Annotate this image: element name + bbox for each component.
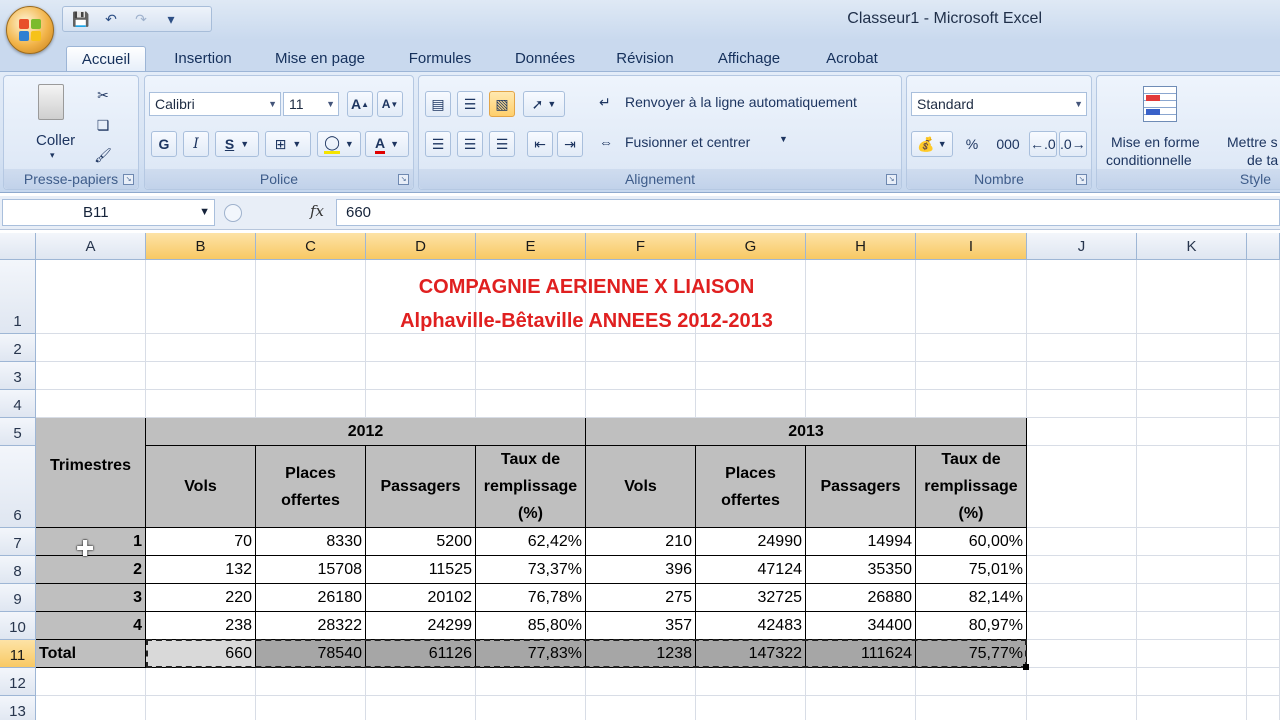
paste-dropdown-icon: ▾ [50,150,55,160]
subheader-line: Vols [184,478,217,495]
cell[interactable] [1137,334,1247,362]
font-color-icon[interactable]: A ▼ [365,131,409,157]
data-cell[interactable]: 35350 [806,556,916,584]
number-launcher-icon[interactable]: ↘ [1076,174,1087,185]
cell[interactable] [1137,446,1247,528]
data-cell[interactable]: 396 [586,556,696,584]
copy-icon[interactable]: ❏ [96,116,110,133]
cell[interactable] [1247,260,1280,334]
align-top-icon[interactable]: ▤ [425,91,451,117]
bold-button[interactable] [151,131,177,157]
bold-label: G [158,136,170,152]
row-header-8[interactable]: 8 [0,556,36,584]
data-cell[interactable]: 82,14% [916,584,1027,612]
cell-cursor-icon: ✚ [76,536,95,561]
underline-label: S [224,136,235,152]
cell[interactable] [586,334,696,362]
data-cell[interactable]: 238 [146,612,256,640]
name-box-value: B11 [83,204,109,221]
trimester-cell[interactable]: 2 [36,556,146,584]
total-cell[interactable]: 61126 [366,640,476,668]
data-cell[interactable]: 24299 [366,612,476,640]
row-header-1[interactable]: 1 [0,260,36,334]
insert-function-button[interactable]: fx [310,202,325,220]
group-font [144,75,414,190]
cell[interactable] [1137,640,1247,668]
clipboard-launcher-icon[interactable]: ↘ [123,174,134,185]
cell[interactable] [1247,334,1280,362]
cell[interactable] [1247,362,1280,390]
italic-label: I [193,136,199,152]
cell[interactable] [696,362,806,390]
cell[interactable] [36,390,146,418]
percent-button[interactable] [959,131,985,157]
redo-icon[interactable]: ↷ [135,10,147,27]
group-alignment [418,75,902,190]
cell[interactable] [916,362,1027,390]
shrink-font-icon[interactable]: A ▼ [377,91,403,117]
conditional-formatting-label-2: conditionnelle [1106,152,1192,168]
cell[interactable] [1247,556,1280,584]
cell[interactable] [586,696,696,720]
row-header-11[interactable]: 11 [0,640,36,668]
trimester-cell[interactable]: 1 [36,528,146,556]
cell[interactable] [916,668,1027,696]
cell[interactable] [36,668,146,696]
cell[interactable] [696,390,806,418]
subheader-line: Taux de [500,451,561,468]
data-cell[interactable]: 20102 [366,584,476,612]
cell[interactable] [476,334,586,362]
align-middle-icon[interactable]: ☰ [457,91,483,117]
cell[interactable] [366,668,476,696]
total-cell[interactable]: 1238 [586,640,696,668]
group-clipboard [3,75,139,190]
data-cell[interactable]: 14994 [806,528,916,556]
percent-label: % [965,136,979,152]
ribbon [0,71,1280,193]
data-cell[interactable]: 275 [586,584,696,612]
data-cell[interactable]: 15708 [256,556,366,584]
cell[interactable] [1137,418,1247,446]
cell[interactable] [146,696,256,720]
font-group-label: Police [145,169,413,189]
sheet-title [146,260,1027,334]
data-cell[interactable]: 24990 [696,528,806,556]
wrap-text-button[interactable] [599,92,895,116]
subheader-line: Taux de [941,451,1001,468]
row-header-6[interactable]: 6 [0,446,36,528]
cell[interactable] [1027,390,1137,418]
data-cell[interactable]: 210 [586,528,696,556]
row-header-13[interactable]: 13 [0,696,36,720]
merge-center-button[interactable] [599,132,799,156]
cell[interactable] [36,334,146,362]
subheader-line: Places [725,464,776,482]
total-cell[interactable]: 75,77% [916,640,1027,668]
data-cell[interactable]: 60,00% [916,528,1027,556]
sheet-title-line-1: COMPAGNIE AERIENNE X LIAISON [418,276,755,298]
subheader-line: offertes [721,491,780,509]
window-title: Classeur1 - Microsoft Excel [847,10,1042,27]
data-cell[interactable]: 26880 [806,584,916,612]
cell[interactable] [696,334,806,362]
cell[interactable] [586,668,696,696]
paste-icon [38,84,64,120]
data-cell[interactable]: 47124 [696,556,806,584]
subheader-line: offertes [281,491,340,509]
total-label[interactable]: Total [36,640,146,668]
data-cell[interactable]: 34400 [806,612,916,640]
subheader-line: Passagers [820,478,901,495]
cell[interactable] [476,390,586,418]
data-cell[interactable]: 220 [146,584,256,612]
data-cell[interactable]: 70 [146,528,256,556]
column-header-h[interactable]: H [806,233,916,260]
cell[interactable] [1027,334,1137,362]
data-cell[interactable]: 11525 [366,556,476,584]
cell[interactable] [806,334,916,362]
ribbon-tabs [0,40,1280,72]
cell[interactable] [146,668,256,696]
column-header-e[interactable]: E [476,233,586,260]
column-subheader [916,446,1027,528]
cell[interactable] [1247,668,1280,696]
formula-input[interactable]: 660 [336,199,1280,226]
data-cell[interactable]: 32725 [696,584,806,612]
trimestres-header: Trimestres [36,418,146,528]
sheet-body [0,260,1280,720]
align-center-icon[interactable]: ☰ [457,131,483,157]
customize-qat-icon[interactable]: ▾ [167,10,175,27]
cell[interactable] [1027,260,1137,334]
column-subheader [586,446,696,528]
data-cell[interactable]: 5200 [366,528,476,556]
data-cell[interactable]: 62,42% [476,528,586,556]
subheader-line: Passagers [380,478,461,495]
cell[interactable] [1027,418,1137,446]
column-subheader [146,446,256,528]
column-subheader [476,446,586,528]
cell[interactable] [1247,418,1280,446]
column-subheader [366,446,476,528]
cell[interactable] [1027,612,1137,640]
data-cell[interactable]: 85,80% [476,612,586,640]
alignment-group-label: Alignement [419,169,901,189]
cell[interactable] [696,668,806,696]
column-subheader [806,446,916,528]
tab-revision[interactable]: Révision [616,50,674,67]
underline-button[interactable]: S ▼ [215,131,259,157]
cell[interactable] [1247,696,1280,720]
cell[interactable] [696,696,806,720]
cell[interactable] [1027,556,1137,584]
tab-donnees[interactable]: Données [514,50,576,67]
cell[interactable] [1027,584,1137,612]
thousands-button[interactable] [991,131,1025,157]
paste-button[interactable] [26,82,78,166]
cell[interactable] [256,362,366,390]
formula-bar-handle-icon[interactable] [224,204,242,222]
wrap-text-label: Renvoyer à la ligne automatiquement [625,94,857,110]
grow-font-icon[interactable]: A ▲ [347,91,373,117]
year-2012-header: 2012 [146,418,586,446]
chevron-down-icon: ▼ [1074,99,1083,109]
row-header-4[interactable]: 4 [0,390,36,418]
fill-handle[interactable] [1023,664,1029,670]
cell[interactable] [366,696,476,720]
column-header-d[interactable]: D [366,233,476,260]
row-header-12[interactable]: 12 [0,668,36,696]
increase-decimal-icon[interactable]: ←.0 [1029,131,1057,157]
tab-insertion[interactable]: Insertion [174,50,232,67]
column-subheader [696,446,806,528]
data-cell[interactable]: 76,78% [476,584,586,612]
increase-indent-icon[interactable]: ⇥ [557,131,583,157]
cell[interactable] [36,260,146,334]
data-cell[interactable]: 132 [146,556,256,584]
cell[interactable] [1027,640,1137,668]
subheader-line: remplissage [924,478,1018,495]
select-all-corner[interactable] [0,233,36,260]
trimester-cell[interactable]: 4 [36,612,146,640]
align-bottom-icon[interactable]: ▧ [489,91,515,117]
name-box[interactable] [2,199,215,226]
row-header-2[interactable]: 2 [0,334,36,362]
format-as-table-button[interactable] [1225,82,1280,168]
column-header-a[interactable]: A [36,233,146,260]
cell[interactable] [256,668,366,696]
cell[interactable] [36,696,146,720]
data-cell[interactable]: 73,37% [476,556,586,584]
cell[interactable] [256,334,366,362]
cell[interactable] [366,334,476,362]
data-cell[interactable]: 80,97% [916,612,1027,640]
number-format-value: Standard [917,96,974,112]
conditional-formatting-label-1: Mise en forme [1111,134,1200,150]
cell[interactable] [366,362,476,390]
sheet-title-line-2: Alphaville-Bêtaville ANNEES 2012-2013 [400,310,773,332]
font-name-combo[interactable] [149,92,281,116]
format-as-table-label-2: de ta [1247,152,1279,168]
cell[interactable] [1247,390,1280,418]
italic-button[interactable] [183,131,209,157]
number-group-label: Nombre [907,169,1091,189]
total-cell[interactable]: 147322 [696,640,806,668]
cell[interactable] [1137,528,1247,556]
cell[interactable] [1247,584,1280,612]
cell[interactable] [1137,584,1247,612]
cell[interactable] [476,696,586,720]
styles-group-label: Style [1097,169,1280,189]
cell[interactable] [1137,362,1247,390]
tab-formules[interactable]: Formules [408,50,472,67]
tab-accueil[interactable]: Accueil [66,46,146,72]
formula-tools [220,199,336,226]
data-cell[interactable]: 28322 [256,612,366,640]
chevron-down-icon: ▼ [326,99,335,109]
group-number [906,75,1092,190]
number-format-combo[interactable] [911,92,1087,116]
wrap-text-icon: ↵ [599,94,611,110]
cell[interactable] [1137,390,1247,418]
tab-acrobat[interactable]: Acrobat [826,50,878,67]
cell[interactable] [476,668,586,696]
cell[interactable] [916,334,1027,362]
font-launcher-icon[interactable]: ↘ [398,174,409,185]
column-header-c[interactable]: C [256,233,366,260]
thousands-label: 000 [996,136,1020,152]
office-logo-icon [19,19,43,43]
total-cell[interactable]: 660 [146,640,256,668]
cell[interactable] [36,362,146,390]
align-right-icon[interactable]: ☰ [489,131,515,157]
clipboard-group-label: Presse-papiers [4,169,138,189]
cell[interactable] [1027,696,1137,720]
column-header-i[interactable]: I [916,233,1027,260]
cell[interactable] [146,390,256,418]
cell[interactable] [1137,612,1247,640]
cell[interactable] [916,390,1027,418]
group-styles [1096,75,1280,190]
data-cell[interactable]: 8330 [256,528,366,556]
cell[interactable] [256,390,366,418]
data-cell[interactable]: 42483 [696,612,806,640]
cell[interactable] [916,696,1027,720]
currency-icon[interactable]: 💰 ▼ [911,131,953,157]
undo-icon[interactable]: ↶ [105,10,117,27]
cell[interactable] [586,362,696,390]
merge-center-label: Fusionner et centrer [625,134,751,150]
font-size-combo[interactable] [283,92,339,116]
total-cell[interactable]: 77,83% [476,640,586,668]
total-cell[interactable]: 78540 [256,640,366,668]
cell[interactable] [1027,362,1137,390]
cell[interactable] [1247,612,1280,640]
row-header-7[interactable]: 7 [0,528,36,556]
fill-color-icon[interactable]: ◯ ▼ [317,131,361,157]
cell[interactable] [1027,528,1137,556]
column-subheader [256,446,366,528]
row-header-10[interactable]: 10 [0,612,36,640]
alignment-launcher-icon[interactable]: ↘ [886,174,897,185]
cell[interactable] [1137,556,1247,584]
cell[interactable] [1247,446,1280,528]
trimester-cell[interactable]: 3 [36,584,146,612]
subheader-line: (%) [518,505,543,522]
cut-icon[interactable]: ✂ [97,86,109,103]
cell[interactable] [1137,696,1247,720]
cell[interactable] [1027,668,1137,696]
cell[interactable] [146,334,256,362]
row-header-3[interactable]: 3 [0,362,36,390]
column-header-l[interactable] [1247,233,1280,260]
decrease-decimal-icon[interactable]: .0→ [1059,131,1087,157]
subheader-line: Vols [624,478,657,495]
column-header-j[interactable]: J [1027,233,1137,260]
cell[interactable] [256,696,366,720]
tab-mise-en-page[interactable]: Mise en page [274,50,366,67]
font-name-value: Calibri [155,96,195,112]
merge-center-icon: ⇔ [599,134,613,150]
subheader-line: (%) [958,505,984,522]
year-2013-header: 2013 [586,418,1027,446]
column-header-g[interactable]: G [696,233,806,260]
column-header-b[interactable]: B [146,233,256,260]
cell[interactable] [146,362,256,390]
format-as-table-label-1: Mettre s [1227,134,1278,150]
column-header-f[interactable]: F [586,233,696,260]
data-cell[interactable]: 357 [586,612,696,640]
office-button[interactable] [6,6,54,54]
cell[interactable] [1027,446,1137,528]
conditional-formatting-icon [1143,86,1177,122]
cell[interactable] [1247,528,1280,556]
save-icon[interactable]: 💾 [72,10,90,27]
cell[interactable] [806,668,916,696]
chevron-down-icon: ▼ [268,99,277,109]
font-size-value: 11 [289,96,304,112]
total-cell[interactable]: 111624 [806,640,916,668]
align-left-icon[interactable]: ☰ [425,131,451,157]
title-bar [0,0,1280,40]
row-header-9[interactable]: 9 [0,584,36,612]
cell[interactable] [806,390,916,418]
subheader-line: Places [285,464,336,482]
chevron-down-icon: ▼ [199,206,210,218]
cell[interactable] [1137,260,1247,334]
borders-icon[interactable]: ⊞ ▼ [265,131,311,157]
cell[interactable] [1137,668,1247,696]
decrease-indent-icon[interactable]: ⇤ [527,131,553,157]
cell[interactable] [806,696,916,720]
data-cell[interactable]: 75,01% [916,556,1027,584]
cell[interactable] [806,362,916,390]
column-header-k[interactable]: K [1137,233,1247,260]
format-painter-icon[interactable]: 🖌 [94,146,112,163]
data-cell[interactable]: 26180 [256,584,366,612]
conditional-formatting-button[interactable] [1101,82,1221,168]
row-header-5[interactable]: 5 [0,418,36,446]
formula-bar [0,196,1280,230]
cell[interactable] [1247,640,1280,668]
chevron-down-icon: ▼ [779,134,788,144]
paste-label: Coller [36,132,76,149]
subheader-line: remplissage [483,478,578,495]
cell[interactable] [586,390,696,418]
cell[interactable] [366,390,476,418]
tab-affichage[interactable]: Affichage [717,50,781,67]
orientation-icon[interactable]: ➚ ▼ [523,91,565,117]
cell[interactable] [476,362,586,390]
